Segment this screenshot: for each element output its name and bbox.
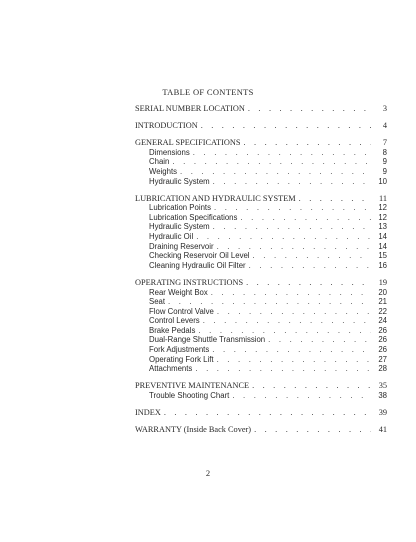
toc-subentry	[135, 345, 387, 355]
toc-section-heading	[135, 121, 387, 131]
toc-entry-page: 13	[378, 222, 387, 232]
toc-subentry	[135, 261, 387, 271]
section-gap	[135, 418, 387, 426]
toc-entry-page: 28	[378, 364, 387, 374]
toc-entry-page: 24	[378, 316, 387, 326]
toc-entry-page: 7	[382, 138, 387, 148]
dot-leader	[253, 251, 371, 261]
toc-title: TABLE OF CONTENTS	[162, 87, 254, 97]
dot-leader	[249, 261, 371, 271]
toc-entry-page: 38	[378, 390, 387, 400]
toc-entry-label: Lubrication Points	[149, 203, 211, 213]
toc-entry-label: Fork Adjustments	[149, 345, 210, 355]
toc-subentry	[135, 391, 387, 401]
toc-entry-page: 27	[378, 354, 387, 364]
dot-leader	[198, 326, 371, 336]
toc-subentry	[135, 251, 387, 261]
dot-leader	[201, 121, 371, 131]
dot-leader	[217, 242, 371, 252]
toc-entry-page: 12	[378, 212, 387, 222]
toc-subentry	[135, 326, 387, 336]
toc-entry-label: INDEX	[135, 408, 161, 418]
dot-leader	[203, 316, 371, 326]
toc-section-heading	[135, 381, 387, 391]
dot-leader	[164, 408, 371, 418]
toc-subentry	[135, 288, 387, 298]
toc-entry-label: Draining Reservoir	[149, 241, 214, 251]
toc-section-heading	[135, 425, 387, 435]
table-of-contents	[135, 104, 387, 435]
toc-entry-label: Flow Control Valve	[149, 306, 214, 316]
toc-subentry	[135, 316, 387, 326]
toc-section-heading	[135, 138, 387, 148]
toc-section-heading	[135, 278, 387, 288]
dot-leader	[212, 345, 371, 355]
toc-entry-label: Seat	[149, 297, 166, 307]
toc-entry-page: 20	[378, 287, 387, 297]
toc-entry-label: Attachments	[149, 364, 193, 374]
toc-entry-page: 3	[382, 104, 387, 113]
toc-subentry	[135, 157, 387, 167]
toc-entry-page: 10	[378, 176, 387, 186]
toc-entry-label: OPERATING INSTRUCTIONS	[135, 277, 244, 287]
toc-entry-label: GENERAL SPECIFICATIONS	[135, 138, 241, 148]
toc-entry-page: 11	[379, 193, 387, 203]
toc-entry-label: Hydraulic System	[149, 176, 210, 186]
toc-entry-page: 26	[378, 345, 387, 355]
toc-entry-label: Hydraulic Oil	[149, 232, 194, 242]
toc-entry-page: 26	[378, 335, 387, 345]
toc-entry-label: INTRODUCTION	[135, 121, 198, 131]
toc-subentry	[135, 297, 387, 307]
toc-subentry	[135, 177, 387, 187]
dot-leader	[299, 194, 371, 204]
dot-leader	[180, 167, 371, 177]
toc-entry-page: 41	[378, 425, 387, 435]
toc-entry-label: Control Levers	[149, 316, 200, 326]
toc-entry-page: 8	[382, 147, 387, 157]
dot-leader	[248, 104, 371, 114]
section-gap	[135, 114, 387, 122]
toc-subentry	[135, 242, 387, 252]
toc-subentry	[135, 335, 387, 345]
dot-leader	[172, 157, 371, 167]
toc-entry-label: Hydraulic System	[149, 222, 210, 232]
dot-leader	[244, 138, 372, 148]
toc-entry-page: 12	[378, 203, 387, 213]
dot-leader	[211, 288, 371, 298]
dot-leader	[232, 391, 371, 401]
toc-entry-label: Rear Weight Box	[149, 287, 208, 297]
toc-entry-label: Checking Reservoir Oil Level	[149, 251, 250, 261]
toc-subentry	[135, 148, 387, 158]
section-gap	[135, 270, 387, 278]
toc-entry-label: LUBRICATION AND HYDRAULIC SYSTEM	[135, 193, 296, 203]
toc-section-heading	[135, 194, 387, 204]
toc-entry-label: Chain	[149, 157, 170, 167]
toc-entry-label: Lubrication Specifications	[149, 212, 238, 222]
dot-leader	[214, 203, 371, 213]
toc-subentry	[135, 355, 387, 365]
toc-entry-page: 21	[378, 297, 387, 307]
dot-leader	[196, 232, 371, 242]
toc-entry-label: PREVENTIVE MAINTENANCE	[135, 381, 250, 391]
section-gap	[135, 374, 387, 382]
toc-entry-page: 15	[378, 251, 387, 261]
page-number: 2	[205, 468, 211, 478]
toc-subentry	[135, 232, 387, 242]
toc-entry-page: 16	[378, 260, 387, 270]
toc-subentry	[135, 364, 387, 374]
toc-entry-label: Brake Pedals	[149, 325, 196, 335]
dot-leader	[195, 364, 371, 374]
dot-leader	[193, 148, 371, 158]
toc-entry-page: 4	[382, 121, 387, 131]
dot-leader	[246, 278, 371, 288]
toc-entry-label: Trouble Shooting Chart	[149, 390, 230, 400]
toc-subentry	[135, 203, 387, 213]
toc-section-heading	[135, 408, 387, 418]
dot-leader	[252, 381, 371, 391]
toc-entry-label: WARRANTY (Inside Back Cover)	[135, 425, 252, 435]
toc-entry-label: Weights	[149, 166, 178, 176]
toc-entry-label: Dimensions	[149, 147, 190, 157]
toc-entry-label: Cleaning Hydraulic Oil Filter	[149, 260, 246, 270]
dot-leader	[213, 177, 371, 187]
dot-leader	[168, 297, 371, 307]
toc-subentry	[135, 222, 387, 232]
toc-entry-page: 22	[378, 306, 387, 316]
toc-entry-label: Dual-Range Shuttle Transmission	[149, 335, 266, 345]
toc-entry-page: 26	[378, 325, 387, 335]
toc-entry-page: 14	[378, 241, 387, 251]
toc-subentry	[135, 307, 387, 317]
toc-section-heading	[135, 104, 387, 114]
toc-entry-label: SERIAL NUMBER LOCATION	[135, 104, 245, 113]
dot-leader	[254, 425, 371, 435]
toc-entry-page: 19	[378, 277, 387, 287]
toc-entry-label: Operating Fork Lift	[149, 354, 214, 364]
section-gap	[135, 186, 387, 194]
toc-subentry	[135, 167, 387, 177]
dot-leader	[217, 307, 371, 317]
toc-subentry	[135, 213, 387, 223]
dot-leader	[240, 213, 371, 223]
toc-entry-page: 39	[378, 408, 387, 418]
dot-leader	[213, 222, 371, 232]
section-gap	[135, 401, 387, 409]
dot-leader	[268, 335, 371, 345]
toc-entry-page: 14	[378, 232, 387, 242]
section-gap	[135, 131, 387, 139]
dot-leader	[217, 355, 371, 365]
toc-entry-page: 9	[382, 166, 387, 176]
toc-entry-page: 9	[382, 157, 387, 167]
toc-entry-page: 35	[378, 381, 387, 391]
